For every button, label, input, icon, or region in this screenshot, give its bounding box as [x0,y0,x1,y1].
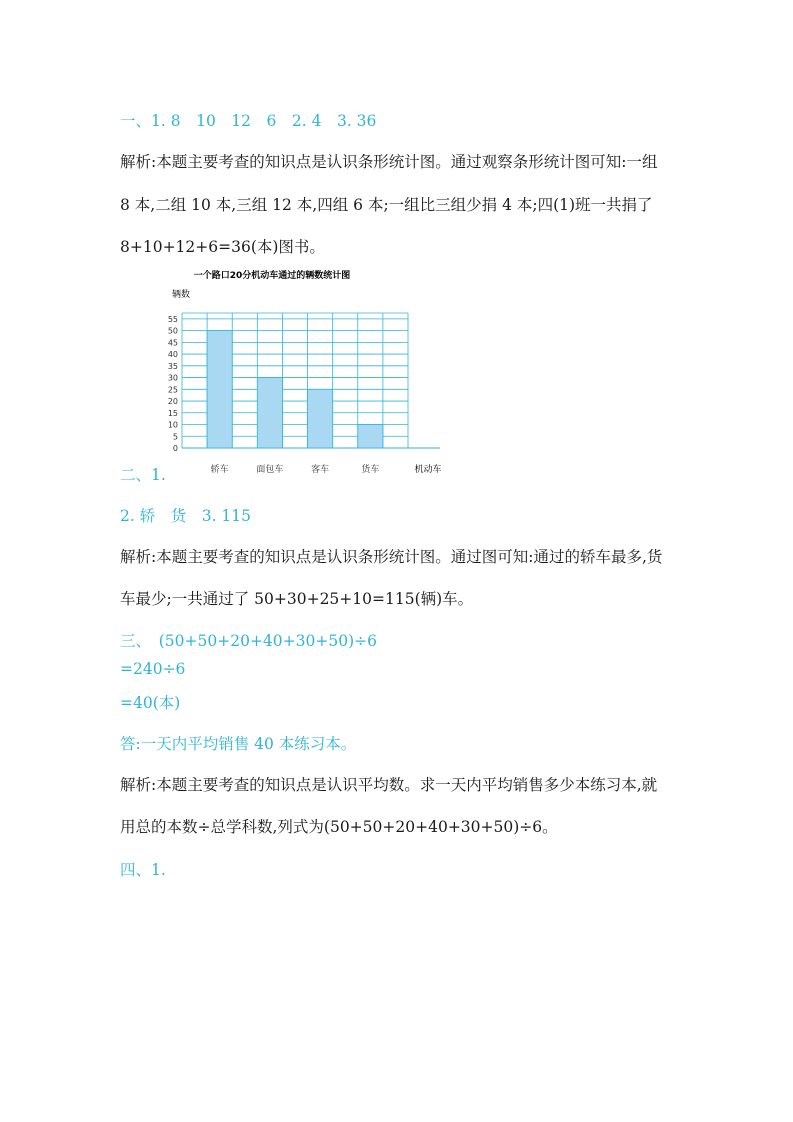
section3-analysis-line-2: 用总的本数÷总学科数,列式为(50+50+20+40+30+50)÷6。 [120,818,558,836]
chart-bar [257,378,282,448]
chart-bar [308,389,333,448]
section3-line-3: =40(本) [120,694,181,712]
chart-y-tick: 40 [167,350,178,360]
chart-title: 一个路口20分机动车通过的辆数统计图 [193,271,351,281]
section1-analysis-line-2: 8 本,二组 10 本,三组 12 本,四组 6 本;一组比三组少捐 4 本;四(1)班一共捐了 [120,196,653,214]
chart-bar [358,425,383,448]
section3-analysis-line-1: 解析:本题主要考查的知识点是认识平均数。求一天内平均销售多少本练习本,就 [120,776,658,794]
section1-analysis-line-3: 8+10+12+6=36(本)图书。 [120,238,325,256]
chart-ylabel: 辆数 [172,290,191,300]
section3-line-2: =240÷6 [120,660,186,678]
chart-x-tick: 客车 [311,465,330,475]
section4-label: 四、1. [120,861,166,879]
section2-label: 二、1. [120,466,166,484]
chart-y-tick: 20 [167,397,178,407]
chart-y-tick: 25 [167,385,178,395]
section2-analysis-line-2: 车最少;一共通过了 50+30+25+10=115(辆)车。 [120,590,474,608]
chart-x-tick: 货车 [361,465,380,475]
chart-y-tick: 5 [172,432,178,442]
section3-line-1: 三、 (50+50+20+40+30+50)÷6 [120,632,377,650]
chart-y-ticks [168,315,178,453]
section3-answer: 答:一天内平均销售 40 本练习本。 [120,735,357,753]
chart-x-tick: 轿车 [210,465,229,475]
section1-analysis-line-1: 解析:本题主要考查的知识点是认识条形统计图。通过观察条形统计图可知:一组 [120,153,658,171]
section2-answer-line: 2. 轿 货 3. 115 [120,507,252,525]
section2-analysis-line-1: 解析:本题主要考查的知识点是认识条形统计图。通过图可知:通过的轿车最多,货 [120,548,663,566]
chart-y-tick: 55 [167,314,178,324]
chart-xlabel: 机动车 [414,465,442,475]
chart-bar [207,331,232,448]
section1-answer-line: 一、1. 8 10 12 6 2. 4 3. 36 [120,112,377,130]
chart-y-tick: 50 [167,326,178,336]
chart-y-tick: 30 [167,373,178,383]
chart-y-tick: 45 [167,338,178,348]
chart-y-tick: 0 [172,444,178,453]
chart-x-tick: 面包车 [256,465,284,475]
chart-y-tick: 35 [167,361,178,371]
chart-y-tick: 10 [167,420,178,430]
chart-y-tick: 15 [167,408,178,418]
chart-x-ticks [211,463,380,475]
bar-chart [160,266,460,484]
